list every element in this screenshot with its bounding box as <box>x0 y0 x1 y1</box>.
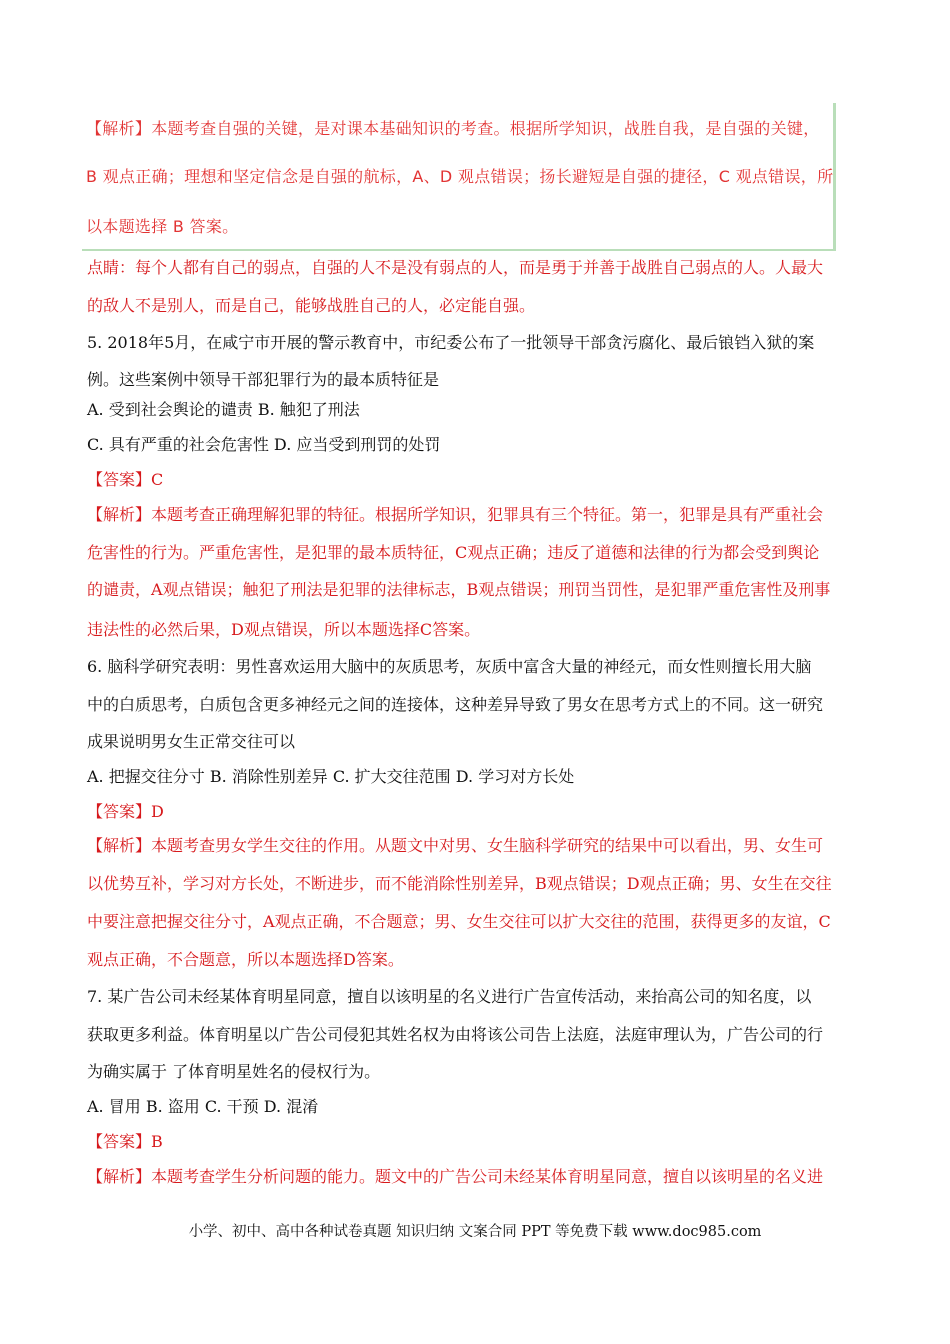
question-text-line: 为确实属于 了体育明星姓名的侵权行为。 <box>87 1062 381 1081</box>
question-text-line: 5. 2018年5月，在咸宁市开展的警示教育中，市纪委公布了一批领导干部贪污腐化、最后锒铛入狱的案 <box>87 333 815 352</box>
question-text-line: A. 冒用 B. 盗用 C. 干预 D. 混淆 <box>87 1097 319 1116</box>
question-text-line: 成果说明男女生正常交往可以 <box>87 732 296 751</box>
question-text-line: A. 把握交往分寸 B. 消除性别差异 C. 扩大交往范围 D. 学习对方长处 <box>87 767 575 786</box>
question-text-line: 6. 脑科学研究表明：男性喜欢运用大脑中的灰质思考，灰质中富含大量的神经元，而女性则擅长用大脑 <box>87 657 812 676</box>
answer-text-line: 观点正确，不合题意，所以本题选择D答案。 <box>87 950 404 969</box>
answer-text-line: 违法性的必然后果，D观点错误，所以本题选择C答案。 <box>87 620 481 639</box>
answer-text-line: 【答案】C <box>87 470 164 489</box>
boxed-line: 以本题选择 B 答案。 <box>86 217 239 236</box>
answer-text-line: 【解析】本题考查正确理解犯罪的特征。根据所学知识，犯罪具有三个特征。第一，犯罪是具有严重社会 <box>87 505 824 524</box>
answer-text-line: 以优势互补，学习对方长处，不断进步，而不能消除性别差异，B观点错误；D观点正确；男、女生在交往 <box>87 874 832 893</box>
question-text-line: 例。这些案例中领导干部犯罪行为的最本质特征是 <box>87 370 440 389</box>
answer-text-line: 的谴责，A观点错误；触犯了刑法是犯罪的法律标志，B观点错误；刑罚当罚性，是犯罪严重危害性及刑事 <box>87 580 831 599</box>
boxed-line: B 观点正确；理想和坚定信念是自强的航标，A、D 观点错误；扬长避短是自强的捷径，C 观点错误，所 <box>86 167 834 186</box>
answer-text-line: 中要注意把握交往分寸，A观点正确，不合题意；男、女生交往可以扩大交往的范围，获得更多的友谊，C <box>87 912 831 931</box>
question-text-line: 获取更多利益。体育明星以广告公司侵犯其姓名权为由将该公司告上法庭，法庭审理认为，广告公司的行 <box>87 1025 824 1044</box>
answer-text-line: 点睛：每个人都有自己的弱点，自强的人不是没有弱点的人，而是勇于并善于战胜自己弱点的人。人最大 <box>87 258 824 277</box>
question-text-line: C. 具有严重的社会危害性 D. 应当受到刑罚的处罚 <box>87 435 441 454</box>
boxed-analysis-block <box>82 103 836 251</box>
answer-text-line: 【解析】本题考查男女学生交往的作用。从题文中对男、女生脑科学研究的结果中可以看出，男、女生可 <box>87 836 824 855</box>
question-text-line: 7. 某广告公司未经某体育明星同意，擅自以该明星的名义进行广告宣传活动，来抬高公司的知名度，以 <box>87 987 812 1006</box>
answer-text-line: 【解析】本题考查学生分析问题的能力。题文中的广告公司未经某体育明星同意，擅自以该明星的名义进 <box>87 1167 824 1186</box>
question-text-line: 中的白质思考，白质包含更多神经元之间的连接体，这种差异导致了男女在思考方式上的不同。这一研究 <box>87 695 824 714</box>
answer-text-line: 的敌人不是别人，而是自己，能够战胜自己的人，必定能自强。 <box>87 296 536 315</box>
boxed-line: 【解析】本题考查自强的关键，是对课本基础知识的考查。根据所学知识，战胜自我，是自强的关键， <box>86 119 820 138</box>
answer-text-line: 【答案】D <box>87 802 164 821</box>
answer-text-line: 危害性的行为。严重危害性，是犯罪的最本质特征，C观点正确；违反了道德和法律的行为都会受到舆论 <box>87 543 820 562</box>
question-text-line: A. 受到社会舆论的谴责 B. 触犯了刑法 <box>87 400 360 419</box>
answer-text-line: 【答案】B <box>87 1132 163 1151</box>
page-footer: 小学、初中、高中各种试卷真题 知识归纳 文案合同 PPT 等免费下载 www.doc985.com <box>188 1224 762 1240</box>
